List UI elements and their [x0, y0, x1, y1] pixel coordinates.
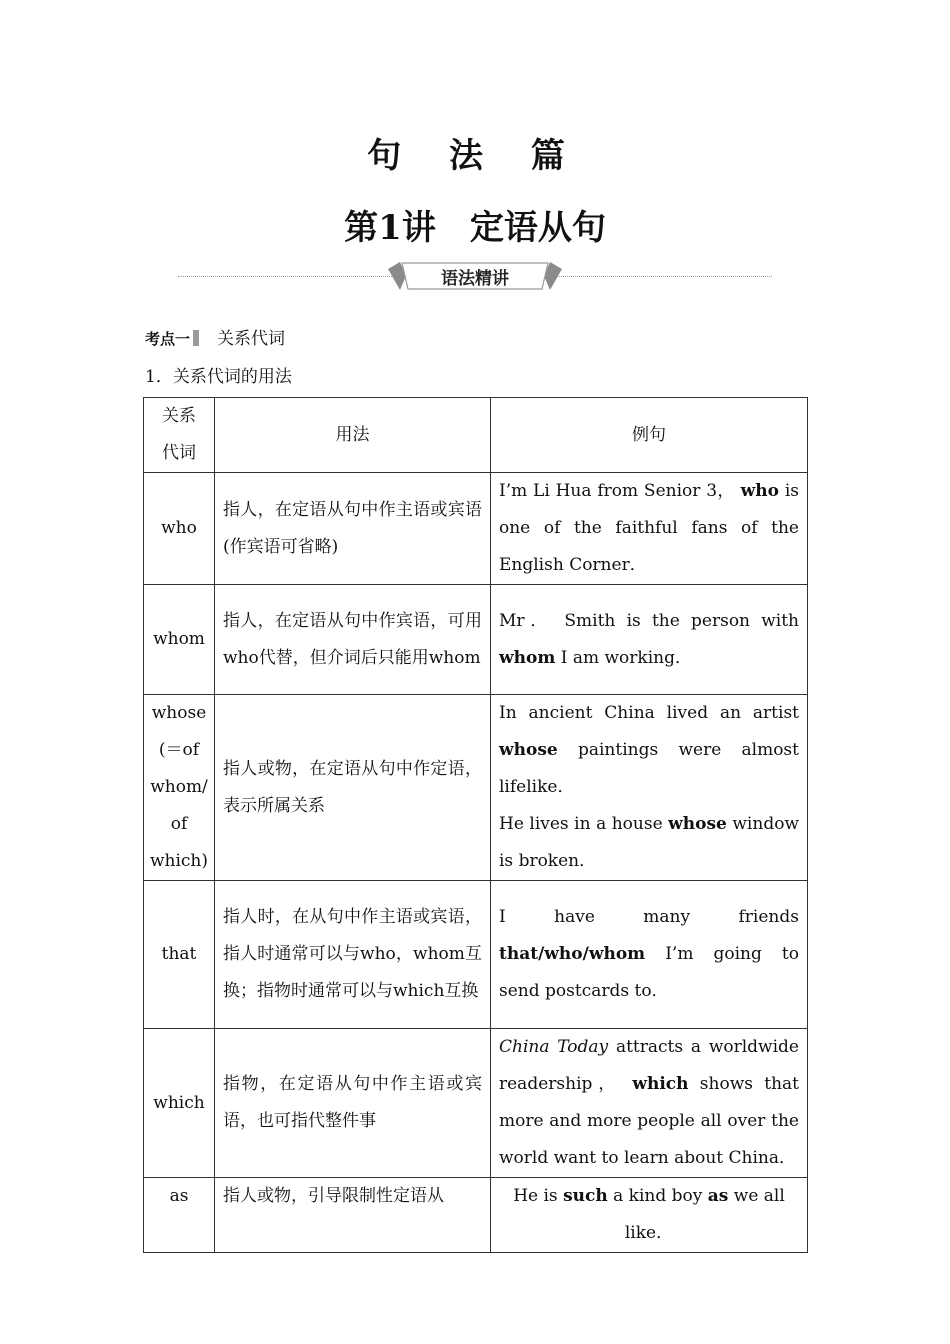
row-usage: 指物，在定语从句中作主语或宾语，也可指代整件事 — [215, 1029, 491, 1178]
table-row — [144, 1029, 808, 1178]
relative-pronoun-table — [143, 397, 808, 1253]
example-text: I am working． — [555, 647, 692, 668]
section-banner — [178, 262, 772, 292]
row-pronoun: which — [144, 1029, 215, 1178]
table-header-row — [144, 398, 808, 473]
table-row — [144, 1178, 808, 1253]
example-text: He is — [513, 1186, 564, 1206]
header-usage: 用法 — [215, 398, 491, 473]
keyword-highlight: whose — [499, 740, 558, 760]
example-text: we all like． — [624, 1186, 785, 1243]
keyword-highlight: who — [740, 481, 780, 501]
point-title: 关系代词 — [217, 329, 286, 349]
header-pronoun: 关系代词 — [144, 398, 215, 473]
example-text: He lives in a house — [499, 814, 669, 834]
row-pronoun: that — [144, 881, 215, 1029]
row-pronoun: whom — [144, 585, 215, 695]
table-row — [144, 473, 808, 585]
example-text: I have many friends — [499, 907, 799, 927]
lecture-title: 第1讲 定语从句 — [344, 208, 606, 248]
header-example: 例句 — [491, 398, 808, 473]
example-text: In ancient China lived an artist — [499, 703, 799, 723]
banner-label: 语法精讲 — [441, 269, 509, 289]
keyword-highlight: such — [563, 1186, 608, 1206]
point-heading — [145, 324, 285, 349]
example-text: I’m Li Hua from Senior 3， — [499, 481, 741, 501]
row-usage: 指人时，在从句中作主语或宾语，指人时通常可以与who，whom互换；指物时通常可以与which互换 — [215, 881, 491, 1029]
row-example — [491, 695, 808, 881]
row-example — [491, 473, 808, 585]
example-text: is one of the faithful fans of the English Corner． — [499, 481, 799, 575]
table-row — [144, 585, 808, 695]
row-usage: 指人或物，在定语从句中作定语，表示所属关系 — [215, 695, 491, 881]
example-text: paintings were almost lifelike． — [499, 740, 799, 797]
point-bar-icon — [193, 330, 199, 346]
row-example — [491, 1029, 808, 1178]
example-text: shows that more and more people all over the world want to learn about China． — [499, 1074, 799, 1168]
row-usage: 指人，在定语从句中作主语或宾语(作宾语可省略) — [215, 473, 491, 585]
row-pronoun: as — [144, 1178, 215, 1253]
keyword-highlight: which — [632, 1074, 689, 1094]
row-example — [491, 585, 808, 695]
part-title: 句 法 篇 — [367, 136, 583, 176]
row-usage: 指人，在定语从句中作宾语，可用who代替，但介词后只能用whom — [215, 585, 491, 695]
example-text: window is broken． — [499, 814, 799, 871]
row-pronoun: who — [144, 473, 215, 585]
table-row — [144, 695, 808, 881]
keyword-highlight: whom — [499, 647, 556, 668]
keyword-highlight: as — [707, 1186, 729, 1206]
row-pronoun: whose (＝of whom/ of which) — [144, 695, 215, 881]
subheading: 1．关系代词的用法 — [145, 367, 292, 387]
row-example — [491, 881, 808, 1029]
italic-title: China Today — [499, 1037, 609, 1057]
keyword-highlight: whose — [668, 814, 727, 834]
table-row — [144, 881, 808, 1029]
example-text: Mr． Smith is the person with — [499, 610, 799, 631]
point-tag: 考点一 — [145, 330, 191, 348]
keyword-highlight: that/who/whom — [499, 944, 646, 964]
example-text: a kind boy — [607, 1186, 708, 1206]
row-usage: 指人或物，引导限制性定语从 — [215, 1178, 491, 1253]
example-text: I’m going to send postcards to． — [499, 944, 799, 1001]
row-example — [491, 1178, 808, 1253]
example-text: attracts a worldwide readership， — [499, 1037, 799, 1094]
